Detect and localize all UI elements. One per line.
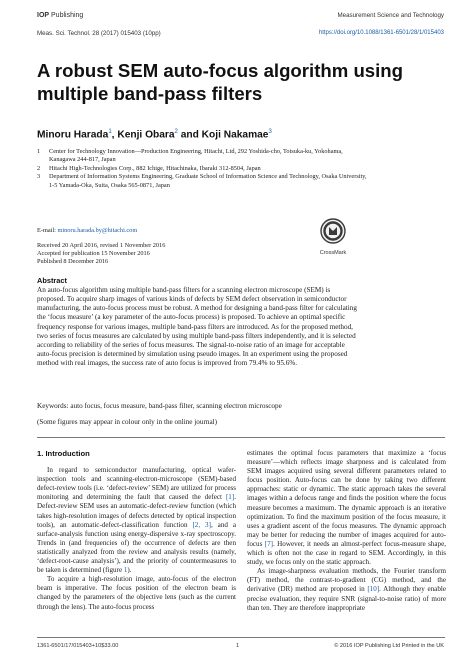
body-paragraph: estimates the optimal focus parameters that maximize a ‘focus measure’—which reflects image sharpness and is calculated from SEM images acquired using several different parameters related to focus position. Auto-focus can be done by taking two different approaches: static or dynamic. The static approach takes the several images within a defocus range and finds the position where the focus measure becomes a maximum. The dynamic approach is an iterative optimization. To find the maximum position of the focus measure, it uses a gradient ascent of the focus measures. The dynamic approach may be better for reducing the number of images acquired for auto-focus [7]. However, it needs an almost-perfect focus-measure shape, which is often not the case in regard to SEM. Accordingly, in this study, we focus only on the static approach.: [247, 449, 446, 567]
section-heading-introduction: 1. Introduction: [37, 449, 90, 458]
affiliation-item: 1 Center for Technology Innovation—Production Engineering, Hitachi, Ltd, 292 Yoshida-cho, Totsuka-ku, Yokohama, Kanagawa 244-817, Japan: [37, 148, 343, 164]
body-paragraph: To acquire a high-resolution image, auto-focus of the electron beam is imperative. The focus position of the electron beam is changed by the parameters of the objective lens (such as the current through the lens). The auto-focus process: [37, 575, 236, 611]
author-name[interactable]: Koji Nakamae: [201, 129, 269, 141]
paper-title: A robust SEM auto-focus algorithm using multiple band-pass filters: [37, 60, 404, 104]
author-affil-sup[interactable]: 1: [108, 129, 112, 135]
crossmark-icon: [320, 218, 346, 244]
affiliation-item: 3 Department of Information Systems Engineering, Graduate School of Information Science and Technology, Osaka University, 1-5 Yamada-Oka, Suita, Osaka 565-0871, Japan: [37, 173, 367, 189]
received-date: Received 20 April 2016, revised 1 November 2016: [37, 242, 166, 249]
abstract-heading: Abstract: [37, 276, 67, 285]
citation-ref[interactable]: [10]: [367, 585, 380, 594]
accepted-date: Accepted for publication 15 November 2016: [37, 250, 150, 258]
crossmark-badge[interactable]: [313, 218, 353, 256]
header-right: [224, 11, 444, 38]
body-paragraph: As image-sharpness evaluation methods, the Fourier transform (FT) method, the contrast-to-gradient (CG) method, and the derivative (DR) method are proposed in [10]. Although they enable precise evaluation, they require SNR (signal-to-noise ratio) of more than ten. They are therefore inappropriate: [247, 567, 446, 612]
keywords: Keywords: auto focus, focus measure, band-pass filter, scanning electron microscope: [37, 402, 282, 410]
section-divider: [37, 437, 445, 438]
page-number: 1: [236, 643, 240, 649]
corresponding-email: E-mail: minoru.harada.by@hitachi.com: [37, 227, 138, 234]
author-name[interactable]: Minoru Harada: [37, 129, 109, 141]
journal-name: Measurement Science and Technology: [337, 12, 444, 19]
colour-note: (Some figures may appear in colour only in the online journal): [37, 418, 218, 426]
author-list: Minoru Harada$^1$, Kenji Obara$^2$ and Koji Nakamae$^3$: [37, 129, 272, 141]
footer-copyright: © 2016 IOP Publishing Ltd Printed in the UK: [334, 643, 444, 649]
footer-issn: 1361-6501/17/015403+10$33.00: [37, 643, 119, 649]
author-affil-sup[interactable]: 3: [268, 129, 272, 135]
publisher-logo: IOP Publishing: [37, 12, 84, 19]
citation-ref[interactable]: [2, 3]: [192, 520, 211, 529]
doi-link[interactable]: https://doi.org/10.1088/1361-6501/28/1/015403: [318, 30, 444, 36]
citation-ref[interactable]: [1]: [225, 493, 235, 502]
author-name[interactable]: Kenji Obara: [117, 129, 175, 141]
body-column-left: [37, 449, 236, 612]
crossmark-label: CrossMark: [319, 250, 347, 256]
figure-ref[interactable]: 1: [123, 566, 128, 575]
footer-divider: [37, 637, 445, 638]
author-affil-sup[interactable]: 2: [174, 129, 178, 135]
citation-ref[interactable]: [7]: [264, 539, 274, 548]
body-paragraph: In regard to semiconductor manufacturing, optical wafer-inspection tools and scanning-electron-microscope (SEM)-based defect-review tools (i.e. ‘defect-review’ SEM) are utilized for process monitoring and determining the fault that caused the defect [1]. Defect-review SEM uses an automatic-defect-review function (which takes high-resolution images of defects detected by optical inspection tools), an automatic-defect-classification function [2, 3], and a surface-analysis function using energy-dispersive x-ray spectroscopy. Trends in (and frequencies of) the occurrence of defects are then statistically analyzed from the review and analysis results (namely, ‘defect-root-cause analysis’), and the priority of countermeasures to be taken is determined (figure 1).: [37, 466, 236, 575]
affiliations: [37, 148, 367, 190]
published-date: Published 8 December 2016: [37, 258, 109, 266]
email-link[interactable]: minoru.harada.by@hitachi.com: [57, 227, 138, 234]
abstract-body: An auto-focus algorithm using multiple band-pass filters for a scanning electron microscope (SEM) is proposed. To acquire sharp images of various kinds of defects by SEM defect observation in semiconductor manufacturing, the auto-focus process must be robust. A method for designing a band-pass filter for calculating the ‘focus measure’ (a key parameter of the auto-focus process) is proposed. To achieve an optimal specific frequency response for various images, multiple band-pass filters are introduced. As for the proposed method, two series of focus measures are calculated by using multiple band-pass filters independently, and it is selected according to reliability of the series of focus measures. The signal-to-noise ratio of an image for acceptable auto-focus precision is determined by simulation using pseudo images. In an experiment using the proposed method with real images, the success rate of auto focus is improved from 79.4% to 95.6%.: [37, 286, 357, 368]
header-left: [37, 11, 237, 38]
citation-line: Meas. Sci. Technol. 28 (2017) 015403 (10pp): [37, 30, 161, 37]
affiliation-item: 2 Hitachi High-Technologies Corp., 882 Ichige, Hitachinaka, Ibaraki 312-8504, Japan: [37, 164, 261, 172]
body-column-right: [247, 449, 446, 613]
publication-dates: [37, 242, 165, 267]
